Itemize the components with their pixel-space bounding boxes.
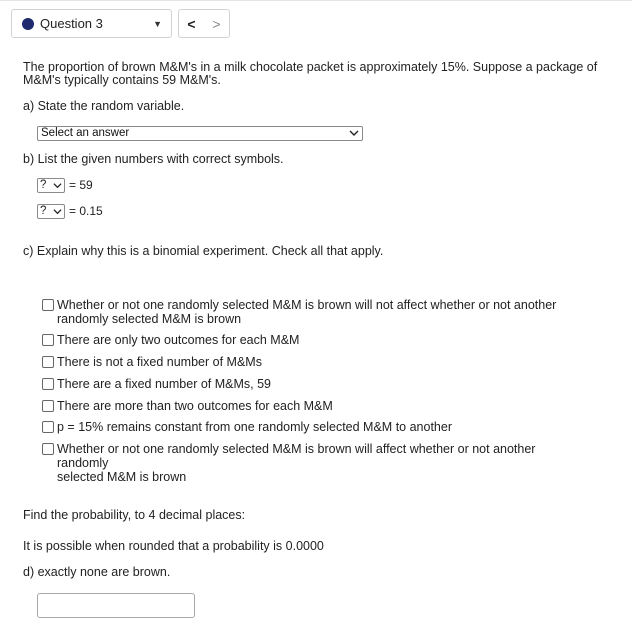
rounding-note: It is possible when rounded that a probability is 0.0000 — [23, 539, 324, 553]
symbol-select-1-value: ? — [40, 179, 47, 191]
question-nav-buttons — [178, 9, 230, 38]
option-checkbox[interactable] — [42, 299, 54, 311]
binomial-option-7[interactable] — [42, 442, 582, 484]
part-d-answer-input[interactable] — [37, 593, 195, 618]
option-text: There are only two outcomes for each M&M — [57, 333, 300, 347]
caret-down-icon: ▼ — [153, 19, 162, 29]
question-label: Question 3 — [40, 16, 103, 31]
option-text: There are more than two outcomes for each M&M — [57, 399, 333, 413]
binomial-option-5[interactable] — [42, 399, 582, 413]
given-value-2: = 0.15 — [69, 204, 103, 218]
part-b-label: b) List the given numbers with correct symbols. — [23, 152, 284, 166]
given-value-1: = 59 — [69, 178, 93, 192]
part-c-label: c) Explain why this is a binomial experiment. Check all that apply. — [23, 244, 384, 258]
option-checkbox[interactable] — [42, 378, 54, 390]
chevron-down-icon — [53, 181, 62, 190]
option-text-line-1: Whether or not one randomly selected M&M is brown will not affect whether or not another — [57, 298, 557, 312]
option-checkbox[interactable] — [42, 334, 54, 346]
binomial-option-3[interactable] — [42, 355, 582, 369]
option-checkbox[interactable] — [42, 356, 54, 368]
question-select[interactable] — [11, 9, 172, 38]
probability-instruction: Find the probability, to 4 decimal places: — [23, 508, 246, 522]
symbol-select-1[interactable] — [37, 178, 65, 193]
symbol-select-2[interactable] — [37, 204, 65, 219]
option-checkbox[interactable] — [42, 421, 54, 433]
binomial-option-4[interactable] — [42, 377, 582, 391]
chevron-down-icon — [53, 207, 62, 216]
random-variable-select[interactable] — [37, 126, 363, 141]
option-text: There are a fixed number of M&Ms, 59 — [57, 377, 271, 391]
option-text-line-1: Whether or not one randomly selected M&M is brown will affect whether or not another randomly — [57, 442, 536, 470]
option-text: There is not a fixed number of M&Ms — [57, 355, 262, 369]
part-a-label: a) State the random variable. — [23, 99, 185, 113]
previous-question-button[interactable]: < — [187, 15, 196, 32]
question-nav-bar — [0, 0, 632, 46]
chevron-down-icon — [349, 128, 359, 138]
option-checkbox[interactable] — [42, 443, 54, 455]
part-d-label: d) exactly none are brown. — [23, 565, 171, 579]
option-text-line-2: randomly selected M&M is brown — [57, 312, 242, 326]
problem-intro-line-2: M&M's typically contains 59 M&M's. — [23, 73, 221, 87]
next-question-button[interactable]: > — [212, 15, 221, 32]
binomial-option-6[interactable] — [42, 420, 582, 434]
binomial-option-1[interactable] — [42, 298, 582, 326]
problem-intro-line-1: The proportion of brown M&M's in a milk chocolate packet is approximately 15%. Suppose a package of — [23, 60, 598, 74]
question-status-icon — [22, 18, 34, 30]
option-text-line-2: selected M&M is brown — [57, 470, 187, 484]
option-text: p = 15% remains constant from one randomly selected M&M to another — [57, 420, 452, 434]
symbol-select-2-value: ? — [40, 205, 47, 217]
random-variable-select-value: Select an answer — [41, 127, 130, 139]
option-checkbox[interactable] — [42, 400, 54, 412]
binomial-option-2[interactable] — [42, 333, 582, 347]
